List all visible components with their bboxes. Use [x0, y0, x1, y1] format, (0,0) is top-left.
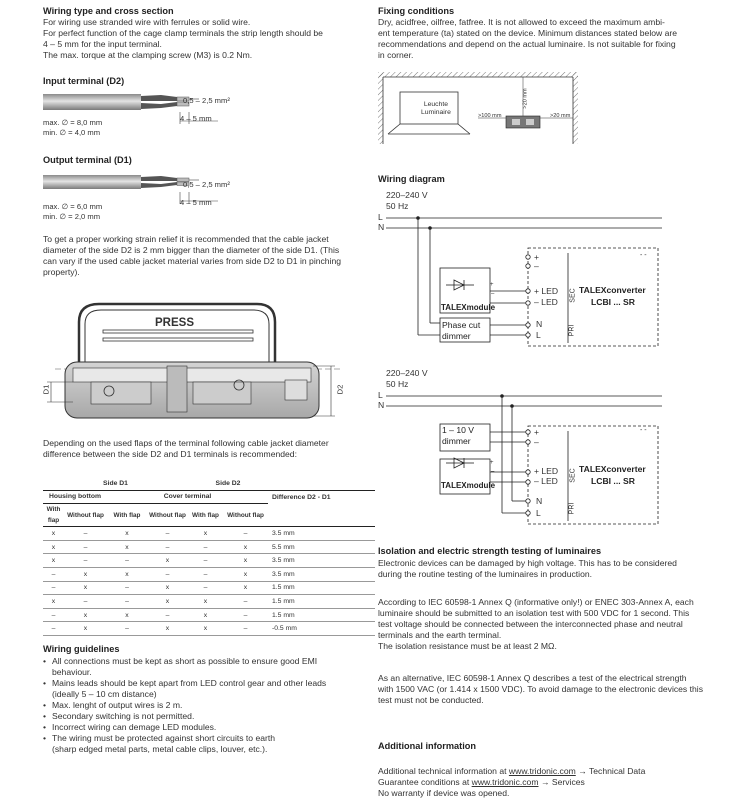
flap-cell: x [147, 554, 188, 568]
text-span: Guarantee conditions at [378, 777, 472, 787]
dash-label: - - [640, 427, 647, 434]
module-minus: – [491, 291, 495, 297]
converter-name: TALEXconverter [579, 285, 646, 295]
text-line: difference between the side D2 and D1 terminals is recommended: [43, 449, 297, 459]
luminaire-label [421, 101, 451, 117]
flap-cell: x [107, 567, 147, 581]
l-label: L [378, 390, 383, 400]
flap-cell: x [147, 622, 188, 636]
output-min-diameter: min. ∅ = 2,0 mm [43, 212, 101, 221]
text-line: property). [43, 267, 80, 277]
dist-right-label: >20 mm [550, 113, 571, 119]
flap-cell: – [64, 554, 107, 568]
col-header: With flap [107, 504, 147, 527]
col-header: Without flap [223, 504, 268, 527]
table-row [43, 554, 375, 568]
flap-cell: x [43, 527, 64, 541]
module-plus: + [490, 282, 494, 288]
wire-core [141, 95, 177, 101]
fixing-text [378, 17, 708, 61]
plus-terminal: + [534, 252, 540, 262]
input-min-diameter: min. ∅ = 4,0 mm [43, 128, 101, 137]
side-d1-header: Side D1 [43, 477, 188, 490]
input-cross-section: 0,5 – 2,5 mm² [183, 96, 230, 105]
wiring-type-title: Wiring type and cross section [43, 6, 174, 16]
col-header: Without flap [64, 504, 107, 527]
output-strip-length: 4 – 5 mm [180, 198, 212, 207]
flap-cell: – [64, 540, 107, 554]
text-line: test must not be conducted. [378, 695, 484, 705]
flap-cell: x [43, 554, 64, 568]
input-strip-length: 4 – 5 mm [180, 114, 212, 123]
text-line: 4 – 5 mm for the input terminal. [43, 39, 162, 49]
flap-cell: – [223, 527, 268, 541]
flap-cell: x [43, 595, 64, 609]
text-line: The isolation resistance must be at least 2 MΩ. [378, 641, 557, 651]
col-header: Without flap [147, 504, 188, 527]
output-cross-section: 0,5 – 2,5 mm² [183, 180, 230, 189]
flap-cell: x [188, 595, 223, 609]
d1-label: D1 [41, 384, 51, 395]
cable-jacket [43, 175, 141, 189]
list-item [43, 711, 363, 722]
text-line: • Mains leads should be kept apart from LED control gear and other leads [52, 678, 327, 688]
l-terminal: L [536, 508, 541, 518]
flap-cell: – [188, 567, 223, 581]
tridonic-link[interactable]: www.tridonic.com [471, 777, 539, 787]
pri-label: PRI [568, 502, 576, 515]
text-line: terminals and the earth terminal. [378, 630, 502, 640]
text-line: ent temperature (ta) stated on the device. Minimum distances stated below are [378, 28, 678, 38]
table-row [43, 567, 375, 581]
output-terminal-title: Output terminal (D1) [43, 155, 132, 165]
tridonic-link[interactable]: www.tridonic.com [508, 766, 576, 776]
cable-jacket [43, 94, 141, 110]
text-line: According to IEC 60598-1 Annex Q (informative only!) or ENEC 303-Annex A, each [378, 597, 694, 607]
guidelines-list [43, 656, 363, 755]
text-line: in corner. [378, 50, 414, 60]
difference-cell: 3.5 mm [268, 567, 375, 581]
additional-text [378, 766, 718, 799]
text-line: No warranty if device was opened. [378, 788, 510, 798]
module-plus: + [490, 460, 494, 466]
text-line: Electronic devices can be damaged by high voltage. This has to be considered [378, 558, 677, 568]
text-line: with 1500 VAC (or 1.414 x 1500 VDC). To avoid damage to the electronic devices this [378, 684, 703, 694]
text-line: • The wiring must be protected against short circuits to earth [52, 733, 276, 743]
text-line [378, 777, 718, 788]
text-line: Depending on the used flaps of the terminal following cable jacket diameter [43, 438, 329, 448]
additional-title: Additional information [378, 741, 476, 751]
flap-cell: – [188, 554, 223, 568]
text-line: The max. torque at the clamping screw (M3) is 0.2 Nm. [43, 50, 253, 60]
l-terminal: L [536, 330, 541, 340]
module-label: TALEXmodule [441, 481, 496, 490]
text-line: Luminaire [421, 109, 451, 116]
text-line: Phase cut [442, 320, 481, 330]
module-label: TALEXmodule [441, 303, 496, 312]
text-line: (ideally 5 – 10 cm distance) [52, 689, 157, 699]
converter-model: LCBI ... SR [591, 297, 635, 307]
plus-terminal: + [534, 427, 540, 437]
table-row [43, 595, 375, 609]
flap-table [43, 477, 375, 636]
flap-cell: – [107, 581, 147, 595]
difference-cell: 3.5 mm [268, 554, 375, 568]
flap-cell: x [223, 567, 268, 581]
table-row [43, 581, 375, 595]
col-header: With flap [43, 504, 64, 527]
minus-led: – LED [534, 476, 558, 486]
flap-cell: x [107, 527, 147, 541]
text-line: For wiring use stranded wire with ferrules or solid wire. [43, 17, 251, 27]
flap-cell: – [43, 567, 64, 581]
cover-terminal-header: Cover terminal [107, 490, 268, 504]
text-line: recommendations and depend on the actual luminaire. Is not suitable for fixing [378, 39, 676, 49]
flap-cell: x [107, 608, 147, 622]
difference-cell: 5.5 mm [268, 540, 375, 554]
voltage-label: 220–240 V [386, 190, 428, 200]
n-terminal: N [536, 496, 543, 506]
minus-led: – LED [534, 297, 558, 307]
flap-cell: – [147, 608, 188, 622]
flap-cell: x [64, 622, 107, 636]
flap-cell: x [188, 527, 223, 541]
wiring-type-text [43, 17, 363, 61]
flap-cell: x [64, 581, 107, 595]
text-line: diameter of the side D2 is 2 mm bigger than the diameter of the side D1. (This [43, 245, 340, 255]
list-item [43, 656, 363, 678]
frequency-label: 50 Hz [386, 379, 409, 389]
text-line: Dry, acidfree, oilfree, fatfree. It is not allowed to exceed the maximum ambi- [378, 17, 665, 27]
flap-cell: – [43, 622, 64, 636]
flap-cell: x [64, 608, 107, 622]
text-line: • Secondary switching is not permitted. [52, 711, 195, 721]
text-line: behaviour. [52, 667, 92, 677]
isolation-p2 [378, 597, 718, 652]
text-line: (sharp edged metal parts, metal cable clips, louver, etc.). [52, 744, 268, 754]
flap-cell: x [188, 608, 223, 622]
dist-left-label: >100 mm [478, 113, 502, 119]
text-span: → Services [538, 777, 585, 787]
flap-cell: – [107, 595, 147, 609]
flap-cell: – [107, 554, 147, 568]
text-line: For perfect function of the cage clamp terminals the strip length should be [43, 28, 323, 38]
text-line: dimmer [442, 436, 471, 446]
flap-cell: – [223, 595, 268, 609]
difference-cell: 1.5 mm [268, 595, 375, 609]
flap-cell: x [223, 581, 268, 595]
text-line: • Max. lenght of output wires is 2 m. [52, 700, 183, 710]
output-max-diameter: max. ∅ = 6,0 mm [43, 202, 103, 211]
terminal-drawing [43, 292, 363, 432]
text-line: dimmer [442, 331, 471, 341]
minus-terminal: – [534, 261, 539, 271]
difference-cell: 1.5 mm [268, 608, 375, 622]
text-span: → Technical Data [575, 766, 646, 776]
flap-cell: x [223, 540, 268, 554]
n-terminal: N [536, 319, 543, 329]
flap-cell: x [147, 595, 188, 609]
list-item [43, 700, 363, 711]
text-line [378, 766, 718, 777]
housing-bottom-header: Housing bottom [43, 490, 107, 504]
text-line: As an alternative, IEC 60598-1 Annex Q describes a test of the electrical strength [378, 673, 687, 683]
text-line: To get a proper working strain relief it is recommended that the cable jacket [43, 234, 329, 244]
list-item [43, 733, 363, 755]
dash-label: - - [640, 252, 647, 259]
sec-label: SEC [569, 468, 577, 483]
flap-cell: – [64, 527, 107, 541]
minus-terminal: – [534, 437, 539, 447]
flap-cell: – [147, 540, 188, 554]
converter-box [506, 116, 540, 128]
flap-cell: – [43, 608, 64, 622]
table-row [43, 608, 375, 622]
plus-led: + LED [534, 466, 559, 476]
dimmer1-label [442, 320, 480, 342]
dist-top-label: >20 mm [522, 88, 529, 109]
flap-cell: – [223, 622, 268, 636]
flap-cell: – [188, 540, 223, 554]
flap-cell: x [64, 567, 107, 581]
n-label: N [378, 222, 385, 232]
flap-cell: – [107, 622, 147, 636]
strain-relief-text [43, 234, 363, 278]
difference-cell: 3.5 mm [268, 527, 375, 541]
text-line: during the routine testing of the luminaires in production. [378, 569, 593, 579]
l-label: L [378, 212, 383, 222]
list-item [43, 722, 363, 733]
text-line: luminaire should be submitted to an isolation test with 500 VDC for 1 second. This [378, 608, 690, 618]
flaps-text [43, 438, 363, 460]
table-row [43, 622, 375, 636]
flap-cell: x [107, 540, 147, 554]
text-line: test voltage should be connected between the interconnected phase and neutral [378, 619, 683, 629]
text-line: • All connections must be kept as short as possible to ensure good EMI [52, 656, 318, 666]
converter-model: LCBI ... SR [591, 476, 635, 486]
dimmer2-label [442, 425, 474, 447]
flap-cell: x [43, 540, 64, 554]
flap-cell: – [147, 567, 188, 581]
flap-cell: x [188, 622, 223, 636]
input-max-diameter: max. ∅ = 8,0 mm [43, 118, 103, 127]
wire-core [141, 102, 177, 109]
isolation-title: Isolation and electric strength testing of luminaires [378, 546, 602, 556]
side-d2-header: Side D2 [188, 477, 268, 490]
isolation-p1 [378, 558, 718, 580]
flap-cell: – [43, 581, 64, 595]
module-minus: – [491, 469, 495, 475]
list-item [43, 678, 363, 700]
frequency-label: 50 Hz [386, 201, 409, 211]
input-terminal-title: Input terminal (D2) [43, 76, 125, 86]
d2-label: D2 [335, 384, 345, 395]
difference-cell: 1.5 mm [268, 581, 375, 595]
plus-led: + LED [534, 286, 559, 296]
flap-cell: – [64, 595, 107, 609]
fixing-drawing [378, 72, 578, 144]
sec-label: SEC [569, 288, 577, 303]
fixing-title: Fixing conditions [378, 6, 455, 16]
table-row [43, 527, 375, 541]
text-line: • Incorrect wiring can demage LED modules. [52, 722, 217, 732]
flap-cell: – [223, 608, 268, 622]
flap-cell: x [147, 581, 188, 595]
text-line: Leuchte [423, 101, 449, 108]
text-line: 1 – 10 V [442, 425, 475, 435]
col-header: With flap [188, 504, 223, 527]
n-label: N [378, 400, 385, 410]
voltage-label: 220–240 V [386, 368, 428, 378]
converter-name: TALEXconverter [579, 464, 646, 474]
wire-core [141, 176, 177, 181]
text-span: Additional technical information at [378, 766, 509, 776]
difference-header: Difference D2 - D1 [272, 493, 331, 501]
flap-cell: x [223, 554, 268, 568]
press-label: PRESS [155, 317, 194, 329]
flap-cell: – [188, 581, 223, 595]
flap-cell: – [147, 527, 188, 541]
text-line: can vary if the used cable jacket material varies from side D2 to D1 in pinching [43, 256, 342, 266]
wiring-diagram-title: Wiring diagram [378, 174, 445, 184]
pri-label: PRI [568, 324, 576, 337]
table-row [43, 540, 375, 554]
wire-core [141, 182, 177, 188]
difference-cell: -0.5 mm [268, 622, 375, 636]
guidelines-title: Wiring guidelines [43, 644, 120, 654]
isolation-p3 [378, 673, 718, 706]
